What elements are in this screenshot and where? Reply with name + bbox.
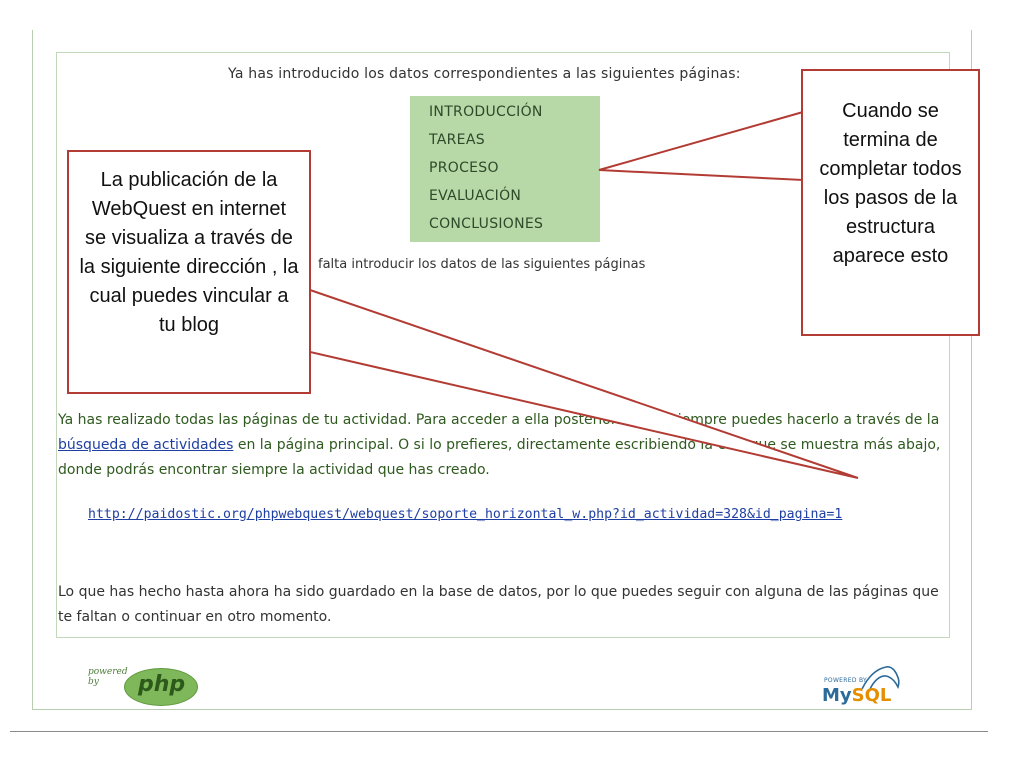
mysql-powered-label: POWERED BY (824, 677, 868, 684)
saved-progress-text: Lo que has hecho hasta ahora ha sido guardado en la base de datos, por lo que puedes seguir con alguna de las páginas que te faltan o continuar en otro momento. (58, 584, 939, 625)
callout-arrow-right (599, 112, 803, 180)
completed-paragraph-text-2: en la página principal. O si lo prefieres, directamente escribiendo la URL que se muestra más abajo, donde podrás encontrar siempre la actividad que has creado. (58, 437, 941, 478)
page-item-introduccion: INTRODUCCIÓN (429, 104, 543, 120)
callout-publication: La publicación de la WebQuest en internet se visualiza a través de la siguiente dirección , la cual puedes vincular a tu blog (67, 150, 311, 394)
page-item-proceso: PROCESO (429, 160, 499, 176)
php-logo-text: php (138, 672, 186, 697)
callout-arrow-left (310, 290, 858, 478)
callout-completion: Cuando se termina de completar todos los pasos de la estructura aparece esto (801, 69, 980, 336)
page-item-conclusiones: CONCLUSIONES (429, 216, 544, 232)
page-item-evaluacion: EVALUACIÓN (429, 188, 522, 204)
page-item-tareas: TAREAS (429, 132, 485, 148)
mysql-logo (822, 685, 891, 706)
php-powered-label: powered by (88, 667, 128, 687)
completed-paragraph-text-1: Ya has realizado todas las páginas de tu actividad. Para acceder a ella posteriormente, siempre puedes hacerlo a través de la (58, 412, 940, 428)
intro-text: Ya has introducido los datos correspondientes a las siguientes páginas: (228, 66, 741, 82)
missing-pages-text: falta introducir los datos de las siguientes páginas (318, 257, 646, 272)
webquest-url-link[interactable]: http://paidostic.org/phpwebquest/webquest/soporte_horizontal_w.php?id_actividad=328&id_pagina=1 (88, 507, 843, 522)
search-activities-link[interactable]: búsqueda de actividades (58, 437, 234, 453)
mysql-logo-my: My (822, 685, 852, 706)
mysql-logo-sql: SQL (851, 685, 892, 706)
